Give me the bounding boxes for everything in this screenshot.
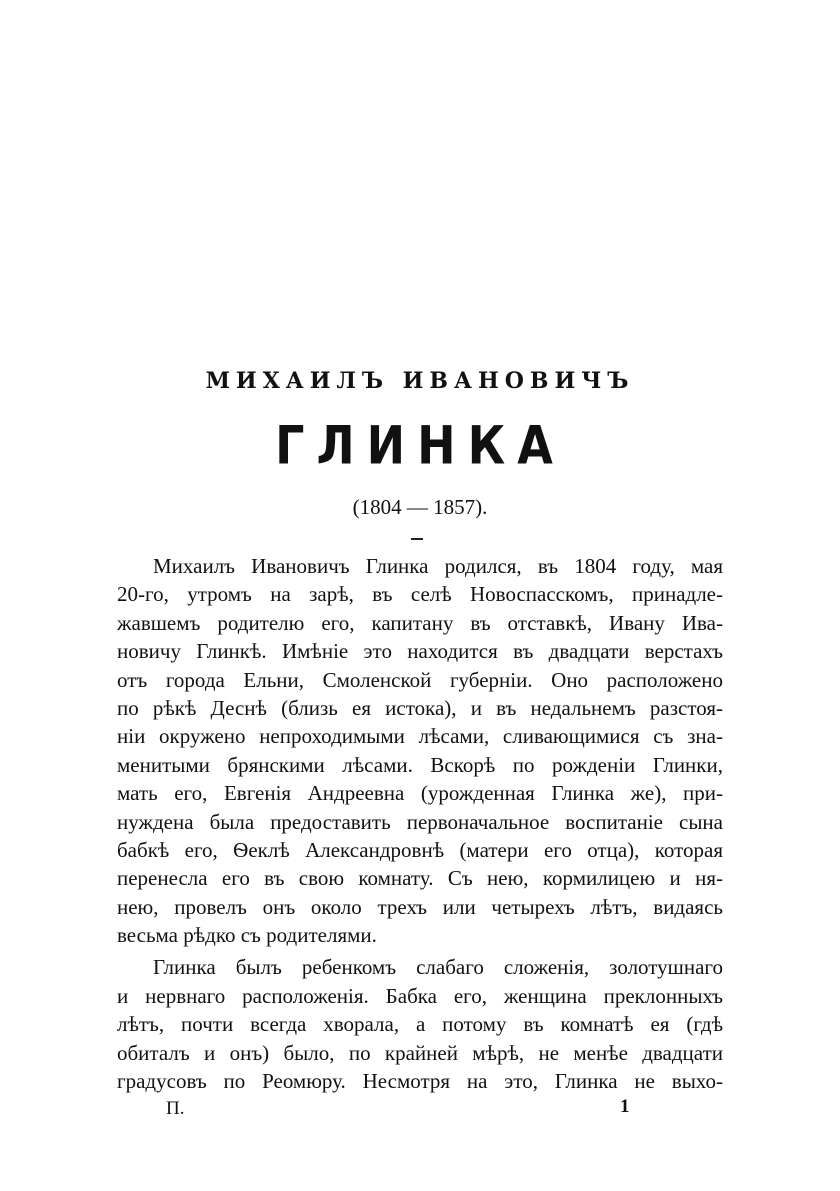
body-text [117, 552, 723, 1095]
text-line: по рѣкѣ Деснѣ (близь ея истока), и въ недальнемъ разстоя- [117, 695, 723, 720]
text-line: менитыми брянскими лѣсами. Вскорѣ по рожденіи Глинки, [117, 752, 723, 777]
text-line: 20-го, утромъ на зарѣ, въ селѣ Новоспасскомъ, принадле- [117, 582, 723, 607]
text-line: обиталъ и онъ) было, по крайней мѣрѣ, не менѣе двадцати [117, 1040, 723, 1065]
text-line: лѣтъ, почти всегда хворала, а потому въ комнатѣ ея (гдѣ [117, 1012, 723, 1037]
text-line: нею, провелъ онъ около трехъ или четырехъ лѣтъ, видаясь [117, 894, 723, 919]
text-line: мать его, Евгенія Андреевна (урожденная Глинка же), при- [117, 781, 723, 806]
text-line: и нервнаго расположенія. Бабка его, женщина преклонныхъ [117, 983, 723, 1008]
text-line: отъ города Ельни, Смоленской губерніи. Оно расположено [117, 667, 723, 692]
text-line: перенесла его въ свою комнату. Съ нею, кормилицею и ня- [117, 866, 723, 891]
printer-signature: П. [166, 1098, 185, 1119]
text-line: нуждена была предоставить первоначальное воспитаніе сына [117, 809, 723, 834]
separator-mark [411, 538, 423, 540]
life-dates: (1804 — 1857). [352, 495, 488, 519]
text-line: весьма рѣдко съ родителями. [117, 923, 377, 948]
text-line: градусовъ по Реомюру. Несмотря на это, Глинка не выхо- [117, 1069, 723, 1094]
text-line: бабкѣ его, Ѳеклѣ Александровнѣ (матери его отца), которая [117, 837, 723, 862]
surname-title: ГЛИНКА [275, 413, 565, 477]
text-line: новичу Глинкѣ. Имѣніе это находится въ двадцати верстахъ [117, 639, 723, 664]
text-line: жавшемъ родителю его, капитану въ отставкѣ, Ивану Ива- [117, 610, 723, 635]
author-heading: МИХАИЛЪ ИВАНОВИЧЪ [205, 368, 635, 394]
text-line: Михаилъ Ивановичъ Глинка родился, въ 1804 году, мая [153, 554, 723, 578]
text-line: Глинка былъ ребенкомъ слабаго сложенія, золотушнаго [153, 955, 723, 980]
text-line: ніи окружено непроходимыми лѣсами, сливающимися съ зна- [117, 724, 723, 749]
sheet-number: 1 [620, 1096, 630, 1117]
